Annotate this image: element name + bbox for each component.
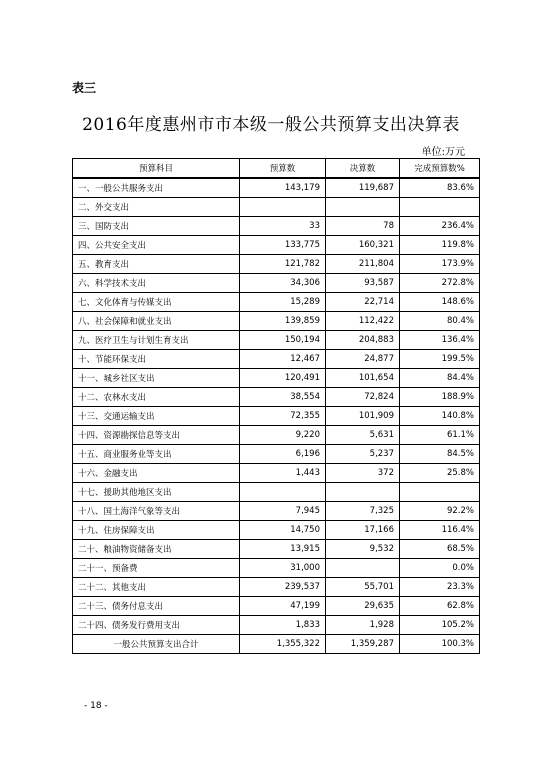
row-label: 十九、住房保障支出: [73, 521, 240, 540]
row-completion: 188.9%: [400, 388, 480, 407]
row-completion: 80.4%: [400, 312, 480, 331]
table-row: [73, 578, 480, 597]
row-completion: 173.9%: [400, 255, 480, 274]
row-final: 24,877: [326, 350, 400, 369]
row-completion: [400, 198, 480, 217]
table-row: [73, 255, 480, 274]
row-label: 十一、城乡社区支出: [73, 369, 240, 388]
row-budget: 31,000: [240, 559, 326, 578]
row-final: [326, 559, 400, 578]
table-row: [73, 293, 480, 312]
row-budget: 14,750: [240, 521, 326, 540]
row-budget: [240, 483, 326, 502]
row-final: 101,909: [326, 407, 400, 426]
row-final: 160,321: [326, 236, 400, 255]
row-completion: 236.4%: [400, 217, 480, 236]
table-row: [73, 616, 480, 635]
row-budget: 239,537: [240, 578, 326, 597]
row-label: 十六、金融支出: [73, 464, 240, 483]
row-budget: 72,355: [240, 407, 326, 426]
unit-label: 单位:万元: [421, 147, 465, 158]
row-completion: 0.0%: [400, 559, 480, 578]
row-completion: 272.8%: [400, 274, 480, 293]
page-number: - 18 -: [84, 701, 108, 711]
row-completion: [400, 483, 480, 502]
row-label: 一、一般公共服务支出: [73, 178, 240, 198]
row-label: 十、节能环保支出: [73, 350, 240, 369]
total-row: [73, 635, 480, 654]
row-label: 二、外交支出: [73, 198, 240, 217]
row-label: 十二、农林水支出: [73, 388, 240, 407]
row-final: 5,237: [326, 445, 400, 464]
row-budget: 15,289: [240, 293, 326, 312]
table-row: [73, 350, 480, 369]
row-final: 72,824: [326, 388, 400, 407]
row-label: 二十二、其他支出: [73, 578, 240, 597]
row-budget: 1,443: [240, 464, 326, 483]
row-final: 204,883: [326, 331, 400, 350]
row-label: 六、科学技术支出: [73, 274, 240, 293]
row-final: 119,687: [326, 178, 400, 198]
table-row: [73, 312, 480, 331]
table-row: [73, 217, 480, 236]
page-title: 2016年度惠州市市本级一般公共预算支出决算表: [82, 115, 460, 135]
row-completion: 136.4%: [400, 331, 480, 350]
row-completion: 116.4%: [400, 521, 480, 540]
row-budget: 150,194: [240, 331, 326, 350]
row-final: 1,928: [326, 616, 400, 635]
table-row: [73, 388, 480, 407]
header-row: [73, 159, 480, 179]
row-budget: 6,196: [240, 445, 326, 464]
row-budget: 12,467: [240, 350, 326, 369]
row-completion: 25.8%: [400, 464, 480, 483]
table-row: [73, 559, 480, 578]
row-label: 十八、国土海洋气象等支出: [73, 502, 240, 521]
table-row: [73, 426, 480, 445]
table-row: [73, 502, 480, 521]
row-completion: 105.2%: [400, 616, 480, 635]
row-budget: 139,859: [240, 312, 326, 331]
row-completion: 140.8%: [400, 407, 480, 426]
total-label: 一般公共预算支出合计: [73, 635, 240, 654]
table-row: [73, 445, 480, 464]
column-header-completion: 完成预算数%: [400, 159, 480, 179]
row-completion: 62.8%: [400, 597, 480, 616]
row-label: 九、医疗卫生与计划生育支出: [73, 331, 240, 350]
row-final: 78: [326, 217, 400, 236]
row-completion: 61.1%: [400, 426, 480, 445]
row-final: 5,631: [326, 426, 400, 445]
total-budget: 1,355,322: [240, 635, 326, 654]
row-completion: 148.6%: [400, 293, 480, 312]
row-completion: 199.5%: [400, 350, 480, 369]
row-label: 二十三、债务付息支出: [73, 597, 240, 616]
table-row: [73, 178, 480, 198]
table-row: [73, 331, 480, 350]
row-label: 二十、粮油物资储备支出: [73, 540, 240, 559]
row-budget: 33: [240, 217, 326, 236]
table-row: [73, 198, 480, 217]
row-budget: 38,554: [240, 388, 326, 407]
row-final: 7,325: [326, 502, 400, 521]
row-budget: 120,491: [240, 369, 326, 388]
row-label: 十五、商业服务业等支出: [73, 445, 240, 464]
table-row: [73, 483, 480, 502]
row-budget: 1,833: [240, 616, 326, 635]
table-row: [73, 540, 480, 559]
row-budget: 143,179: [240, 178, 326, 198]
row-label: 七、文化体育与传媒支出: [73, 293, 240, 312]
row-final: 29,635: [326, 597, 400, 616]
row-final: 22,714: [326, 293, 400, 312]
column-header-budget: 预算数: [240, 159, 326, 179]
row-label: 八、社会保障和就业支出: [73, 312, 240, 331]
table-row: [73, 274, 480, 293]
row-final: [326, 483, 400, 502]
row-budget: 7,945: [240, 502, 326, 521]
row-final: 112,422: [326, 312, 400, 331]
budget-table: [72, 158, 480, 654]
row-label: 十四、资源勘探信息等支出: [73, 426, 240, 445]
row-label: 三、国防支出: [73, 217, 240, 236]
table-row: [73, 407, 480, 426]
row-final: 17,166: [326, 521, 400, 540]
column-header-item: 预算科目: [73, 159, 240, 179]
row-completion: 84.4%: [400, 369, 480, 388]
row-budget: 34,306: [240, 274, 326, 293]
row-label: 十三、交通运输支出: [73, 407, 240, 426]
row-label: 二十四、债务发行费用支出: [73, 616, 240, 635]
row-final: [326, 198, 400, 217]
row-label: 五、教育支出: [73, 255, 240, 274]
total-final: 1,359,287: [326, 635, 400, 654]
row-label: 二十一、预备费: [73, 559, 240, 578]
row-final: 93,587: [326, 274, 400, 293]
total-completion: 100.3%: [400, 635, 480, 654]
table-footer: [73, 635, 480, 654]
row-label: 十七、援助其他地区支出: [73, 483, 240, 502]
row-final: 211,804: [326, 255, 400, 274]
row-budget: [240, 198, 326, 217]
row-completion: 119.8%: [400, 236, 480, 255]
row-final: 372: [326, 464, 400, 483]
row-completion: 92.2%: [400, 502, 480, 521]
column-header-final: 决算数: [326, 159, 400, 179]
row-budget: 9,220: [240, 426, 326, 445]
row-budget: 121,782: [240, 255, 326, 274]
row-completion: 83.6%: [400, 178, 480, 198]
table-row: [73, 597, 480, 616]
table-row: [73, 464, 480, 483]
table-row: [73, 521, 480, 540]
row-completion: 84.5%: [400, 445, 480, 464]
table-row: [73, 369, 480, 388]
row-budget: 13,915: [240, 540, 326, 559]
row-completion: 68.5%: [400, 540, 480, 559]
row-final: 55,701: [326, 578, 400, 597]
row-final: 9,532: [326, 540, 400, 559]
table-body: [73, 178, 480, 635]
table-header: [73, 159, 480, 179]
row-label: 四、公共安全支出: [73, 236, 240, 255]
table-label: 表三: [72, 81, 97, 95]
table-row: [73, 236, 480, 255]
row-completion: 23.3%: [400, 578, 480, 597]
row-final: 101,654: [326, 369, 400, 388]
row-budget: 133,775: [240, 236, 326, 255]
row-budget: 47,199: [240, 597, 326, 616]
